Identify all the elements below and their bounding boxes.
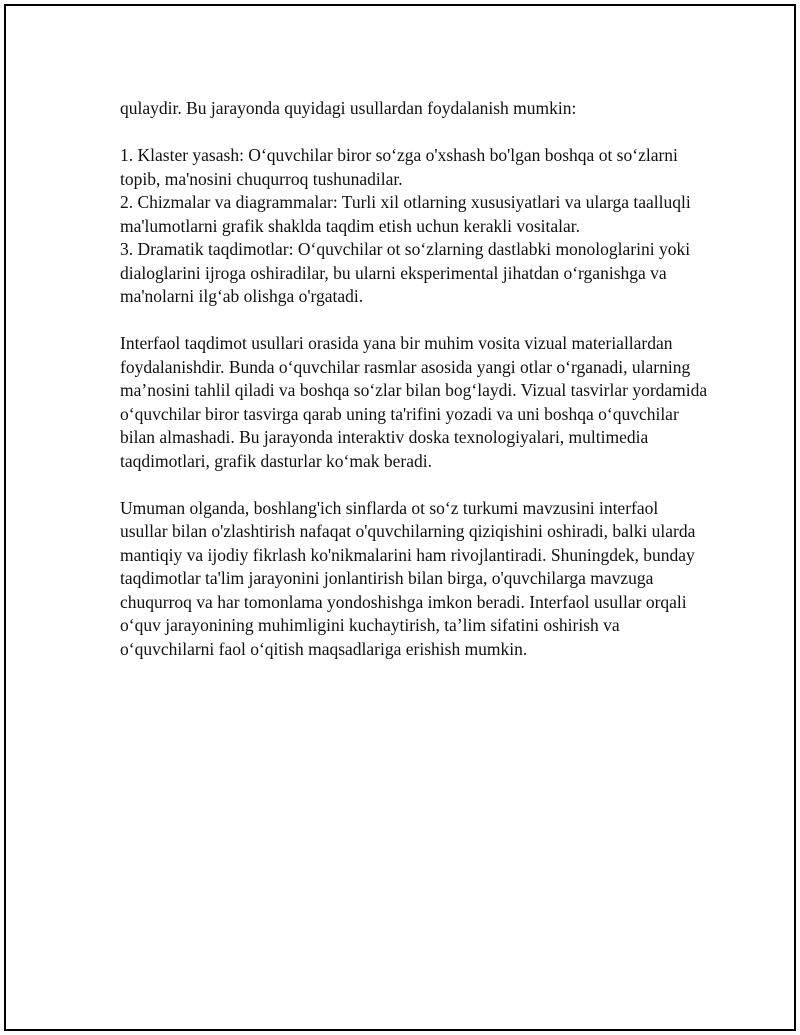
method-item-cluster: 1. Klaster yasash: O‘quvchilar biror so‘zga o'xshash bo'lgan boshqa ot so‘zlarni topib, ma'nosini chuqurroq tushunadilar. — [120, 145, 678, 189]
method-item-diagrams: 2. Chizmalar va diagrammalar: Turli xil otlarning xususiyatlari va ularga taalluqli ma'lumotlarni grafik shaklda taqdim etish uchun kerakli vositalar. — [120, 192, 691, 236]
paragraph-gap — [120, 309, 710, 333]
intro-paragraph: qulaydir. Bu jarayonda quyidagi usullardan foydalanish mumkin: — [120, 98, 577, 118]
method-item-dramatic: 3. Dramatik taqdimotlar: O‘quvchilar ot so‘zlarning dastlabki monologlarini yoki dialoglarini ijroga oshiradilar, bu ularni eksperimental jihatdan o‘rganishga va ma'nolarni ilg‘ab olishga o'rgatadi. — [120, 239, 691, 306]
document-body — [120, 97, 710, 661]
page-frame — [4, 4, 796, 1031]
visual-materials-paragraph: Interfaol taqdimot usullari orasida yana bir muhim vosita vizual materiallardan foydalanishdir. Bunda o‘quvchilar rasmlar asosida yangi otlar o‘rganadi, ularning ma’nosini tahlil qiladi va boshqa so‘zlar bilan bog‘laydi. Vizual tasvirlar yordamida o‘quvchilar biror tasvirga qarab uning ta'rifini yozadi va uni boshqa o‘quvchilar bilan almashadi. Bu jarayonda interaktiv doska texnologiyalari, multimedia taqdimotlari, grafik dasturlar ko‘mak beradi. — [120, 333, 708, 471]
paragraph-gap — [120, 121, 710, 145]
paragraph-gap — [120, 473, 710, 497]
conclusion-paragraph: Umuman olganda, boshlang'ich sinflarda ot so‘z turkumi mavzusini interfaol usullar bilan o'zlashtirish nafaqat o'quvchilarning qiziqishini oshiradi, balki ularda mantiqiy va ijodiy fikrlash ko'nikmalarini ham rivojlantiradi. Shuningdek, bunday taqdimotlar ta'lim jarayonini jonlantirish bilan birga, o'quvchilarga mavzuga chuqurroq va har tomonlama yondoshishga imkon beradi. Interfaol usullar orqali o‘quv jarayonining muhimligini kuchaytirish, ta’lim sifatini oshirish va o‘quvchilarni faol o‘qitish maqsadlariga erishish mumkin. — [120, 497, 696, 659]
